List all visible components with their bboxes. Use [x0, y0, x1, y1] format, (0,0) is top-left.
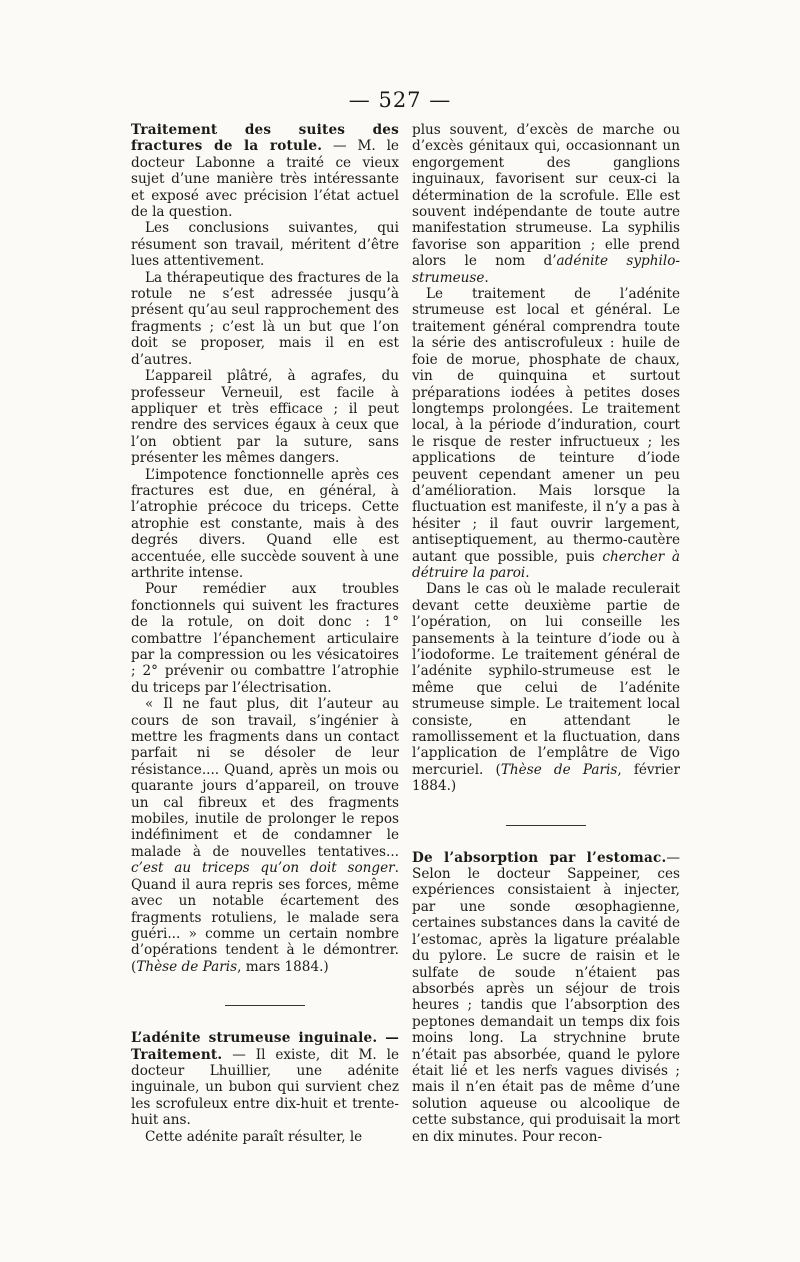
italic-text: chercher à détruire la paroi: [412, 548, 681, 581]
paragraph: Les conclusions suivantes, qui résument son travail, méritent d’être lues attentivement.: [131, 220, 399, 270]
paragraph-text: .: [525, 564, 530, 581]
paragraph-text: .: [484, 269, 489, 286]
quote-text: « Il ne faut plus, dit l’auteur au cours de son travail, s’ingénier à mettre les fragments dans un contact parfait ni se désoler de leur résistance.... Quand, après un mois ou quarante jours d’appareil, on trouve un cal fibreux et des fragments mobiles, inutile de prolonger le repos indéfiniment et de condamner le malade à de nouvelles tentatives...: [131, 696, 399, 860]
paragraph: [412, 850, 680, 1145]
paragraph: [131, 696, 399, 975]
quote-text: . Quand il aura repris ses forces, même avec un notable écartement des fragments rotuliens, le malade sera guéri... » comme un certain nombre d’opérations tendent à le démontrer. (: [131, 860, 399, 975]
citation: Thèse de Paris: [136, 958, 238, 975]
citation-date: , mars 1884.): [237, 958, 329, 975]
paragraph: [412, 286, 680, 581]
section-divider: [506, 825, 586, 826]
paragraph: [412, 581, 680, 794]
paragraph-text: — M. le docteur Labonne a traité ce vieux sujet d’une manière très intéressante et exposé avec précision l’état actuel de la question.: [131, 138, 399, 221]
paragraph-text: —Selon le docteur Sappeiner, ces expériences consistaient à injecter, par une sonde œsophagienne, certaines substances dans la cavité de l’estomac, après la ligature préalable du pylore. Le sucre de raisin et le sulfate de soude n’étaient pas absorbés après un séjour de trois heures ; tandis que l’absorption des peptones demandait un temps dix fois moins long. La strychnine brute n’était pas absorbée, quand le pylore était lié et les nerfs vagues divisés ; mais il n’en était pas de même d’une solution aqueuse ou alcoolique de cette substance, qui produisait la mort en dix minutes. Pour recon-: [412, 849, 680, 1145]
paragraph: L’appareil plâtré, à agrafes, du professeur Verneuil, est facile à appliquer et très efficace ; il peut rendre des services égaux à ceux que l’on obtient par la suture, sans présenter les mêmes dangers.: [131, 368, 399, 467]
paragraph: Cette adénite paraît résulter, le: [145, 1128, 363, 1145]
right-column: [412, 122, 680, 1145]
paragraph-text: Le traitement de l’adénite strumeuse est local et général. Le traitement général comprendra toute la série des antiscrofuleux : huile de foie de morue, phosphate de chaux, vin de quinquina et surtout préparations iodées à petites doses longtemps prolongées. Le traitement local, à la période d’induration, court le risque de rester infructueux ; les applications de teinture d’iode peuvent cependant amener un peu d’amélioration. Mais lorsque la fluctuation est manifeste, il n’y a pas à hésiter ; il faut ouvrir largement, antiseptiquement, au thermo-cautère autant que possible, puis: [412, 286, 680, 565]
section-title-adenite: L’adénite strumeuse inguinale. — Traitement.: [131, 1030, 399, 1063]
paragraph: [131, 1030, 399, 1128]
citation: Thèse de Paris: [500, 761, 618, 778]
paragraph-text: plus souvent, d’excès de marche ou d’excès génitaux qui, occasionnant un engorgement des ganglions inguinaux, favorisent sur ceux-ci la détermination de la scrofule. Elle est souvent indépendante de toute autre manifestation strumeuse. La syphilis favorise son apparition ; elle prend alors le nom d’: [412, 122, 680, 270]
paragraph: La thérapeutique des fractures de la rotule ne s’est adressée jusqu’à présent qu’au seul rapprochement des fragments ; c’est là un but que l’on doit se proposer, mais il en est d’autres.: [131, 269, 399, 368]
paragraph-text: — Il existe, dit M. le docteur Lhuillier, une adénite inguinale, un bubon qui survient chez les scrofuleux entre dix-huit et trente-huit ans.: [131, 1046, 399, 1129]
paragraph: Pour remédier aux troubles fonctionnels qui suivent les fractures de la rotule, on doit donc : 1° combattre l’épanchement articulaire par la compression ou les vésicatoires ; 2° prévenir ou combattre l’atrophie du triceps par l’électrisation.: [131, 581, 399, 696]
section-divider: [225, 1005, 305, 1006]
page-number: — 527 —: [348, 88, 452, 112]
italic-text: c’est au triceps qu’on doit songer: [131, 860, 395, 877]
paragraph: [131, 122, 399, 220]
section-title-absorption: De l’absorption par l’estomac.: [412, 849, 667, 866]
section-title-rotule: Traitement des suites des fractures de la rotule.: [131, 122, 399, 155]
paragraph: [412, 122, 680, 286]
italic-text: adénite syphilo-strumeuse: [412, 253, 680, 286]
paragraph-text: Dans le cas où le malade reculerait devant cette deuxième partie de l’opération, on lui conseille les pansements à la teinture d’iode ou à l’iodoforme. Le traitement général de l’adénite syphilo-strumeuse est le même que celui de l’adénite strumeuse simple. Le traitement local consiste, en attendant le ramollissement et la fluctuation, dans l’application de l’emplâtre de Vigo mercuriel. (: [412, 581, 680, 778]
paragraph: L’impotence fonctionnelle après ces fractures est due, en général, à l’atrophie précoce du triceps. Cette atrophie est constante, mais à des degrés divers. Quand elle est accentuée, elle succède souvent à une arthrite intense.: [131, 466, 399, 581]
left-column: [131, 122, 399, 1145]
citation-date: , février 1884.): [412, 761, 680, 795]
